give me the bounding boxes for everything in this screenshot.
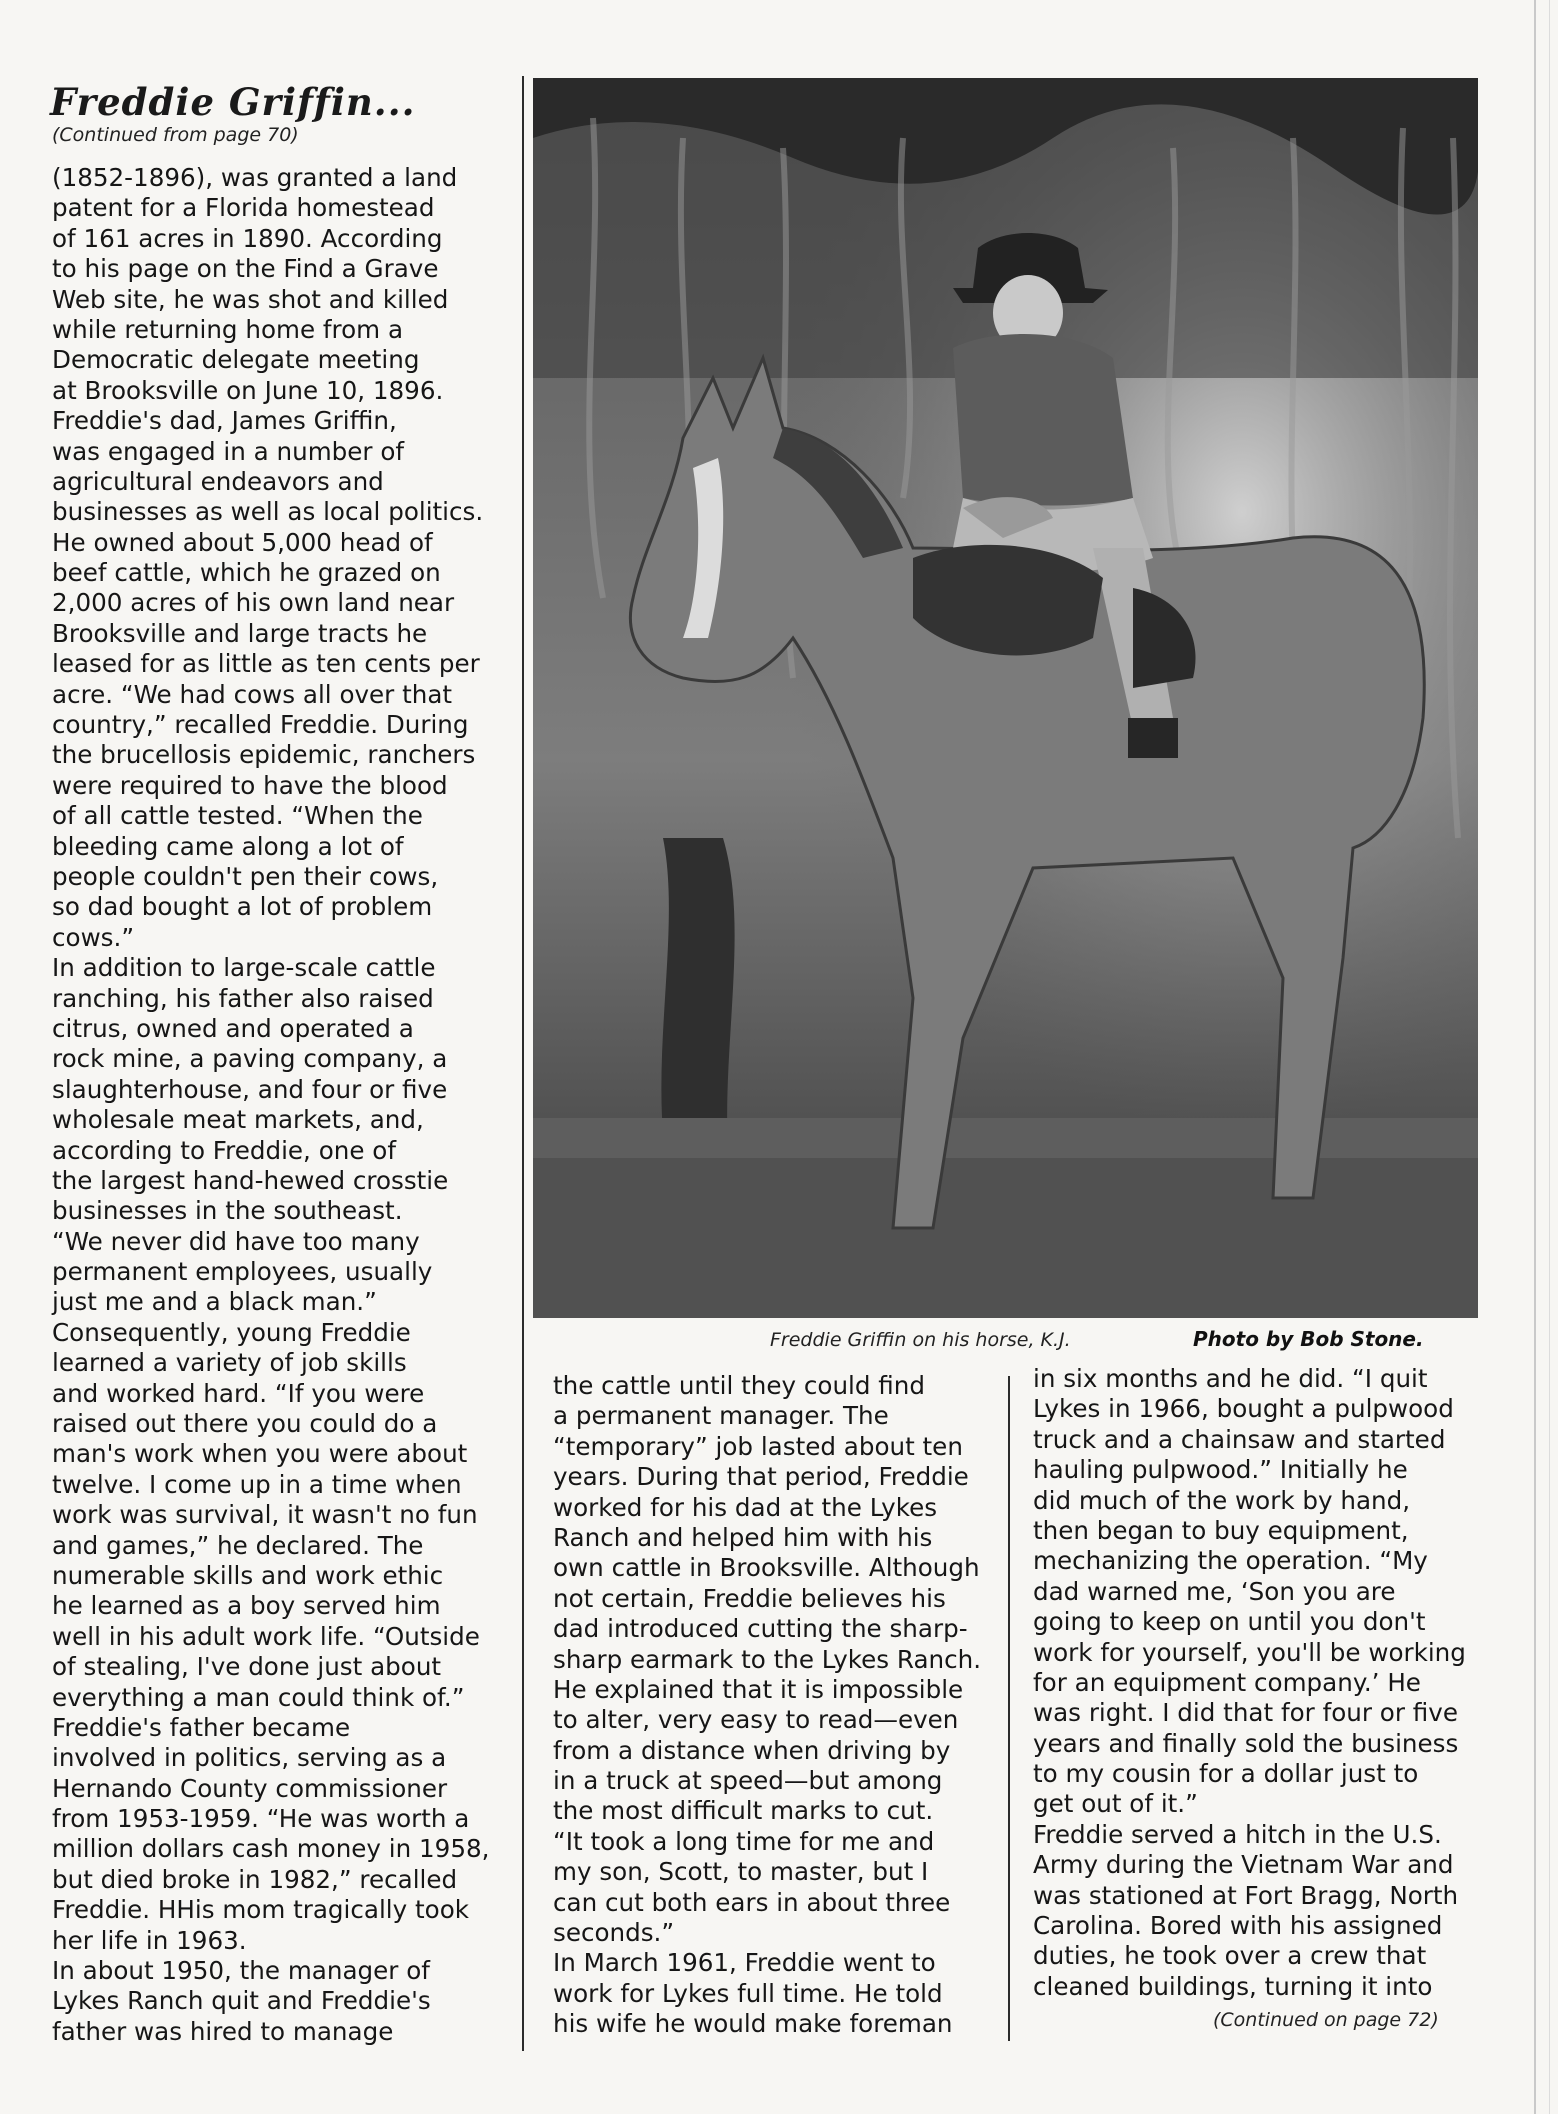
text-line: “It took a long time for me and xyxy=(553,1826,935,1856)
text-line: then began to buy equipment, xyxy=(1033,1515,1409,1545)
text-line: years. During that period, Freddie xyxy=(553,1462,969,1492)
text-line: of stealing, I've done just about xyxy=(52,1652,442,1682)
text-line: of 161 acres in 1890. According xyxy=(52,223,443,253)
text-line: for an equipment company.’ He xyxy=(1033,1667,1421,1697)
text-line: Carolina. Bored with his assigned xyxy=(1033,1911,1443,1941)
text-line: Lykes Ranch quit and Freddie's xyxy=(52,1986,431,2016)
text-line: (1852-1896), was granted a land xyxy=(52,163,458,192)
continued-from-note: (Continued from page 70) xyxy=(52,124,299,146)
text-line: work was survival, it wasn't no fun xyxy=(52,1500,478,1530)
text-line: “We never did have too many xyxy=(52,1226,420,1256)
text-line: seconds.” xyxy=(553,1918,675,1948)
text-line: get out of it.” xyxy=(1033,1789,1198,1819)
text-line: country,” recalled Freddie. During xyxy=(52,710,469,740)
text-line: In addition to large-scale cattle xyxy=(52,953,436,983)
text-line: Democratic delegate meeting xyxy=(52,345,420,375)
text-line: Ranch and helped him with his xyxy=(553,1522,933,1552)
page-edge-line xyxy=(1534,0,1536,2114)
text-line: million dollars cash money in 1958, xyxy=(52,1834,490,1864)
text-line: Freddie's father became xyxy=(52,1712,351,1742)
text-line: Freddie. HHis mom tragically took xyxy=(52,1895,469,1925)
text-line: Freddie served a hitch in the U.S. xyxy=(1033,1819,1442,1849)
text-line: people couldn't pen their cows, xyxy=(52,861,439,891)
text-line: learned a variety of job skills xyxy=(52,1348,407,1378)
text-line: Hernando County commissioner xyxy=(52,1773,448,1803)
text-line: work for yourself, you'll be working xyxy=(1033,1637,1466,1667)
text-line: he learned as a boy served him xyxy=(52,1591,441,1621)
text-line: permanent employees, usually xyxy=(52,1257,433,1287)
text-line: leased for as little as ten cents per xyxy=(52,649,480,679)
text-line: dad warned me, ‘Son you are xyxy=(1033,1576,1396,1606)
text-line: his wife he would make foreman xyxy=(553,2009,953,2039)
text-line: of all cattle tested. “When the xyxy=(52,801,423,831)
text-line: to alter, very easy to read—even xyxy=(553,1705,959,1735)
text-line: Consequently, young Freddie xyxy=(52,1317,411,1347)
article-photo xyxy=(533,78,1478,1318)
text-column-3 xyxy=(1033,1364,1473,2002)
photo-credit: Photo by Bob Stone. xyxy=(1193,1327,1424,1351)
text-line: dad introduced cutting the sharp- xyxy=(553,1614,968,1644)
text-line: well in his adult work life. “Outside xyxy=(52,1621,480,1651)
text-line: In about 1950, the manager of xyxy=(52,1956,430,1986)
text-line: while returning home from a xyxy=(52,314,404,344)
text-line: wholesale meat markets, and, xyxy=(52,1105,424,1135)
text-line: father was hired to manage xyxy=(52,2016,394,2046)
text-line: Army during the Vietnam War and xyxy=(1033,1850,1454,1880)
text-line: to his page on the Find a Grave xyxy=(52,254,439,284)
text-column-1 xyxy=(52,163,505,2047)
text-line: according to Freddie, one of xyxy=(52,1135,396,1165)
column-rule xyxy=(522,76,524,2051)
text-line: Lykes in 1966, bought a pulpwood xyxy=(1033,1394,1454,1424)
text-line: numerable skills and work ethic xyxy=(52,1560,444,1590)
text-line: truck and a chainsaw and started xyxy=(1033,1424,1446,1454)
text-line: were required to have the blood xyxy=(52,770,448,800)
text-line: everything a man could think of.” xyxy=(52,1682,465,1712)
text-line: worked for his dad at the Lykes xyxy=(553,1492,938,1522)
text-line: from 1953-1959. “He was worth a xyxy=(52,1804,470,1834)
text-line: going to keep on until you don't xyxy=(1033,1607,1426,1637)
text-line: twelve. I come up in a time when xyxy=(52,1469,462,1499)
text-line: bleeding came along a lot of xyxy=(52,831,404,861)
text-line: and games,” he declared. The xyxy=(52,1530,424,1560)
text-line: the largest hand-hewed crosstie xyxy=(52,1165,449,1195)
text-line: rock mine, a paving company, a xyxy=(52,1044,448,1074)
text-line: to my cousin for a dollar just to xyxy=(1033,1759,1419,1789)
text-line: her life in 1963. xyxy=(52,1925,247,1955)
text-line: work for Lykes full time. He told xyxy=(553,1978,943,2008)
text-line: cleaned buildings, turning it into xyxy=(1033,1971,1433,2001)
text-line: was stationed at Fort Bragg, North xyxy=(1033,1880,1459,1910)
text-line: mechanizing the operation. “My xyxy=(1033,1546,1428,1576)
text-line: ranching, his father also raised xyxy=(52,983,434,1013)
text-line: not certain, Freddie believes his xyxy=(553,1583,946,1613)
text-line: businesses in the southeast. xyxy=(52,1196,403,1226)
text-line: Freddie's dad, James Griffin, xyxy=(52,406,397,436)
text-line: a permanent manager. The xyxy=(553,1401,889,1431)
text-column-2 xyxy=(553,1371,988,2040)
text-line: cows.” xyxy=(52,922,135,952)
text-line: in six months and he did. “I quit xyxy=(1033,1364,1428,1393)
text-line: from a distance when driving by xyxy=(553,1735,951,1765)
text-line: agricultural endeavors and xyxy=(52,466,384,496)
text-line: beef cattle, which he grazed on xyxy=(52,558,441,588)
text-line: businesses as well as local politics. xyxy=(52,497,484,527)
text-line: raised out there you could do a xyxy=(52,1409,438,1439)
text-line: can cut both ears in about three xyxy=(553,1887,951,1917)
text-line: duties, he took over a crew that xyxy=(1033,1941,1427,1971)
text-line: Web site, he was shot and killed xyxy=(52,284,449,314)
text-line: Brooksville and large tracts he xyxy=(52,618,428,648)
text-line: “temporary” job lasted about ten xyxy=(553,1431,963,1461)
text-line: 2,000 acres of his own land near xyxy=(52,588,455,618)
page-edge-line xyxy=(1549,0,1550,2114)
photo-freddie-on-horse xyxy=(533,78,1478,1318)
photo-caption: Freddie Griffin on his horse, K.J. xyxy=(770,1329,1071,1351)
article-title: Freddie Griffin... xyxy=(50,80,416,124)
text-line: sharp earmark to the Lykes Ranch. xyxy=(553,1644,982,1674)
text-line: was engaged in a number of xyxy=(52,436,405,466)
text-line: man's work when you were about xyxy=(52,1439,468,1469)
text-line: but died broke in 1982,” recalled xyxy=(52,1864,458,1894)
text-line: involved in politics, serving as a xyxy=(52,1743,447,1773)
text-line: own cattle in Brooksville. Although xyxy=(553,1553,980,1583)
text-line: so dad bought a lot of problem xyxy=(52,892,433,922)
column-rule xyxy=(1008,1376,1010,2041)
text-line: In March 1961, Freddie went to xyxy=(553,1948,936,1978)
text-line: the brucellosis epidemic, ranchers xyxy=(52,740,476,770)
text-line: the most difficult marks to cut. xyxy=(553,1796,934,1826)
text-line: and worked hard. “If you were xyxy=(52,1378,425,1408)
text-line: years and finally sold the business xyxy=(1033,1728,1459,1758)
text-line: the cattle until they could find xyxy=(553,1371,925,1400)
text-line: at Brooksville on June 10, 1896. xyxy=(52,375,444,405)
text-line: citrus, owned and operated a xyxy=(52,1013,414,1043)
text-line: acre. “We had cows all over that xyxy=(52,679,453,709)
text-line: just me and a black man.” xyxy=(52,1287,377,1317)
text-line: my son, Scott, to master, but I xyxy=(553,1857,929,1887)
continued-on-note: (Continued on page 72) xyxy=(1213,2009,1439,2031)
text-line: patent for a Florida homestead xyxy=(52,193,435,223)
text-line: He explained that it is impossible xyxy=(553,1674,964,1704)
text-line: slaughterhouse, and four or five xyxy=(52,1074,448,1104)
text-line: He owned about 5,000 head of xyxy=(52,527,433,557)
text-line: was right. I did that for four or five xyxy=(1033,1698,1458,1728)
text-line: did much of the work by hand, xyxy=(1033,1485,1411,1515)
text-line: hauling pulpwood.” Initially he xyxy=(1033,1455,1408,1485)
text-line: in a truck at speed—but among xyxy=(553,1766,943,1796)
